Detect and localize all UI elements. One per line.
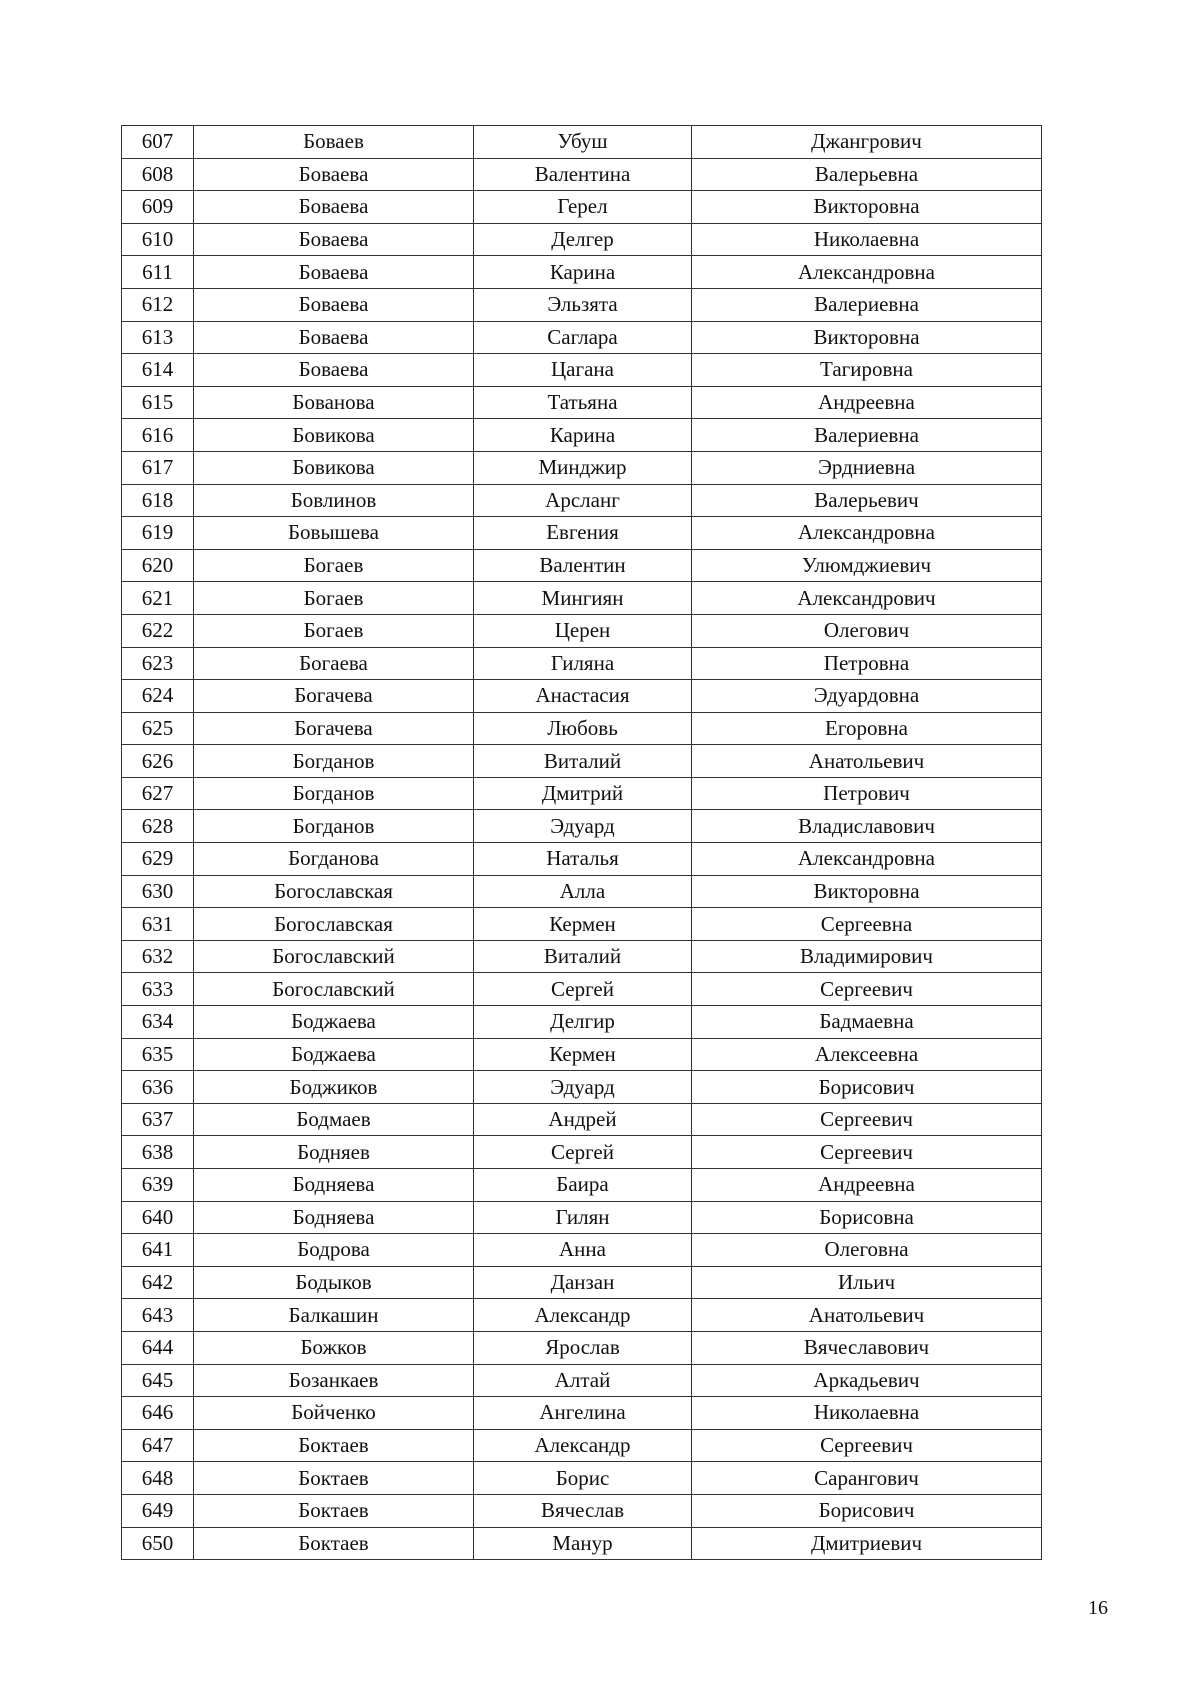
first-name-cell: Ангелина bbox=[474, 1397, 692, 1430]
table-row bbox=[122, 1234, 1042, 1267]
table-row bbox=[122, 1364, 1042, 1397]
last-name-cell: Богаева bbox=[194, 647, 474, 680]
last-name-cell: Бовлинов bbox=[194, 484, 474, 517]
last-name-cell: Бованова bbox=[194, 386, 474, 419]
last-name-cell: Боваев bbox=[194, 126, 474, 159]
last-name-cell: Бодняев bbox=[194, 1136, 474, 1169]
first-name-cell: Виталий bbox=[474, 940, 692, 973]
first-name-cell: Андрей bbox=[474, 1103, 692, 1136]
first-name-cell: Манур bbox=[474, 1527, 692, 1560]
patronymic-cell: Улюмджиевич bbox=[692, 549, 1042, 582]
table-row bbox=[122, 680, 1042, 713]
row-number-cell: 637 bbox=[122, 1103, 194, 1136]
patronymic-cell: Вячеславович bbox=[692, 1331, 1042, 1364]
first-name-cell: Эльзята bbox=[474, 288, 692, 321]
row-number-cell: 624 bbox=[122, 680, 194, 713]
last-name-cell: Боджаева bbox=[194, 1006, 474, 1039]
row-number-cell: 641 bbox=[122, 1234, 194, 1267]
first-name-cell: Любовь bbox=[474, 712, 692, 745]
patronymic-cell: Петрович bbox=[692, 777, 1042, 810]
patronymic-cell: Владиславович bbox=[692, 810, 1042, 843]
row-number-cell: 639 bbox=[122, 1169, 194, 1202]
row-number-cell: 609 bbox=[122, 191, 194, 224]
table-row bbox=[122, 647, 1042, 680]
first-name-cell: Борис bbox=[474, 1462, 692, 1495]
last-name-cell: Бовикова bbox=[194, 419, 474, 452]
page-number: 16 bbox=[1088, 1597, 1108, 1619]
table-row bbox=[122, 1331, 1042, 1364]
patronymic-cell: Алексеевна bbox=[692, 1038, 1042, 1071]
row-number-cell: 623 bbox=[122, 647, 194, 680]
last-name-cell: Божков bbox=[194, 1331, 474, 1364]
row-number-cell: 607 bbox=[122, 126, 194, 159]
last-name-cell: Богаев bbox=[194, 582, 474, 615]
row-number-cell: 634 bbox=[122, 1006, 194, 1039]
patronymic-cell: Борисович bbox=[692, 1071, 1042, 1104]
patronymic-cell: Викторовна bbox=[692, 321, 1042, 354]
roster-table-body bbox=[122, 126, 1042, 1560]
patronymic-cell: Дмитриевич bbox=[692, 1527, 1042, 1560]
first-name-cell: Гилян bbox=[474, 1201, 692, 1234]
table-row bbox=[122, 126, 1042, 159]
last-name-cell: Боваева bbox=[194, 321, 474, 354]
table-row bbox=[122, 1071, 1042, 1104]
table-row bbox=[122, 223, 1042, 256]
row-number-cell: 608 bbox=[122, 158, 194, 191]
table-row bbox=[122, 1462, 1042, 1495]
patronymic-cell: Эрдниевна bbox=[692, 451, 1042, 484]
roster-table bbox=[121, 125, 1042, 1560]
row-number-cell: 622 bbox=[122, 614, 194, 647]
last-name-cell: Бозанкаев bbox=[194, 1364, 474, 1397]
patronymic-cell: Сергеевич bbox=[692, 1103, 1042, 1136]
table-row bbox=[122, 908, 1042, 941]
patronymic-cell: Сергеевич bbox=[692, 1429, 1042, 1462]
table-row bbox=[122, 256, 1042, 289]
first-name-cell: Валентина bbox=[474, 158, 692, 191]
row-number-cell: 649 bbox=[122, 1494, 194, 1527]
row-number-cell: 644 bbox=[122, 1331, 194, 1364]
table-row bbox=[122, 1006, 1042, 1039]
last-name-cell: Бодняева bbox=[194, 1201, 474, 1234]
table-row bbox=[122, 1169, 1042, 1202]
last-name-cell: Боджаева bbox=[194, 1038, 474, 1071]
first-name-cell: Анна bbox=[474, 1234, 692, 1267]
table-row bbox=[122, 191, 1042, 224]
patronymic-cell: Олегович bbox=[692, 614, 1042, 647]
first-name-cell: Валентин bbox=[474, 549, 692, 582]
patronymic-cell: Валериевна bbox=[692, 419, 1042, 452]
first-name-cell: Арсланг bbox=[474, 484, 692, 517]
last-name-cell: Боктаев bbox=[194, 1527, 474, 1560]
last-name-cell: Богачева bbox=[194, 680, 474, 713]
last-name-cell: Богданова bbox=[194, 843, 474, 876]
patronymic-cell: Аркадьевич bbox=[692, 1364, 1042, 1397]
row-number-cell: 610 bbox=[122, 223, 194, 256]
row-number-cell: 614 bbox=[122, 354, 194, 387]
last-name-cell: Боваева bbox=[194, 158, 474, 191]
row-number-cell: 612 bbox=[122, 288, 194, 321]
patronymic-cell: Александровна bbox=[692, 517, 1042, 550]
patronymic-cell: Сарангович bbox=[692, 1462, 1042, 1495]
table-row bbox=[122, 1201, 1042, 1234]
last-name-cell: Богославская bbox=[194, 908, 474, 941]
row-number-cell: 635 bbox=[122, 1038, 194, 1071]
table-row bbox=[122, 484, 1042, 517]
first-name-cell: Татьяна bbox=[474, 386, 692, 419]
patronymic-cell: Александровна bbox=[692, 843, 1042, 876]
first-name-cell: Мингиян bbox=[474, 582, 692, 615]
row-number-cell: 617 bbox=[122, 451, 194, 484]
row-number-cell: 648 bbox=[122, 1462, 194, 1495]
first-name-cell: Ярослав bbox=[474, 1331, 692, 1364]
table-row bbox=[122, 321, 1042, 354]
table-row bbox=[122, 745, 1042, 778]
table-row bbox=[122, 517, 1042, 550]
last-name-cell: Бовышева bbox=[194, 517, 474, 550]
first-name-cell: Анастасия bbox=[474, 680, 692, 713]
patronymic-cell: Петровна bbox=[692, 647, 1042, 680]
row-number-cell: 626 bbox=[122, 745, 194, 778]
patronymic-cell: Анатольевич bbox=[692, 1299, 1042, 1332]
row-number-cell: 642 bbox=[122, 1266, 194, 1299]
patronymic-cell: Николаевна bbox=[692, 223, 1042, 256]
last-name-cell: Боваева bbox=[194, 223, 474, 256]
table-row bbox=[122, 1494, 1042, 1527]
first-name-cell: Алтай bbox=[474, 1364, 692, 1397]
row-number-cell: 633 bbox=[122, 973, 194, 1006]
table-row bbox=[122, 1136, 1042, 1169]
table-row bbox=[122, 712, 1042, 745]
table-row bbox=[122, 451, 1042, 484]
row-number-cell: 631 bbox=[122, 908, 194, 941]
patronymic-cell: Сергеевич bbox=[692, 1136, 1042, 1169]
patronymic-cell: Александровна bbox=[692, 256, 1042, 289]
last-name-cell: Бодыков bbox=[194, 1266, 474, 1299]
last-name-cell: Богаев bbox=[194, 549, 474, 582]
table-row bbox=[122, 940, 1042, 973]
patronymic-cell: Егоровна bbox=[692, 712, 1042, 745]
last-name-cell: Богачева bbox=[194, 712, 474, 745]
last-name-cell: Бодмаев bbox=[194, 1103, 474, 1136]
row-number-cell: 647 bbox=[122, 1429, 194, 1462]
table-row bbox=[122, 843, 1042, 876]
table-row bbox=[122, 158, 1042, 191]
last-name-cell: Боктаев bbox=[194, 1429, 474, 1462]
table-row bbox=[122, 288, 1042, 321]
row-number-cell: 636 bbox=[122, 1071, 194, 1104]
last-name-cell: Бодняева bbox=[194, 1169, 474, 1202]
patronymic-cell: Тагировна bbox=[692, 354, 1042, 387]
last-name-cell: Богославская bbox=[194, 875, 474, 908]
first-name-cell: Евгения bbox=[474, 517, 692, 550]
row-number-cell: 628 bbox=[122, 810, 194, 843]
first-name-cell: Цагана bbox=[474, 354, 692, 387]
first-name-cell: Александр bbox=[474, 1429, 692, 1462]
patronymic-cell: Ильич bbox=[692, 1266, 1042, 1299]
row-number-cell: 629 bbox=[122, 843, 194, 876]
first-name-cell: Баира bbox=[474, 1169, 692, 1202]
table-row bbox=[122, 777, 1042, 810]
patronymic-cell: Бадмаевна bbox=[692, 1006, 1042, 1039]
first-name-cell: Данзан bbox=[474, 1266, 692, 1299]
patronymic-cell: Сергеевич bbox=[692, 973, 1042, 1006]
table-row bbox=[122, 1397, 1042, 1430]
patronymic-cell: Борисовна bbox=[692, 1201, 1042, 1234]
patronymic-cell: Валерьевич bbox=[692, 484, 1042, 517]
patronymic-cell: Викторовна bbox=[692, 875, 1042, 908]
table-row bbox=[122, 1429, 1042, 1462]
patronymic-cell: Андреевна bbox=[692, 386, 1042, 419]
first-name-cell: Убуш bbox=[474, 126, 692, 159]
table-row bbox=[122, 1299, 1042, 1332]
last-name-cell: Боктаев bbox=[194, 1494, 474, 1527]
patronymic-cell: Владимирович bbox=[692, 940, 1042, 973]
table-row bbox=[122, 1038, 1042, 1071]
row-number-cell: 640 bbox=[122, 1201, 194, 1234]
last-name-cell: Богославский bbox=[194, 940, 474, 973]
last-name-cell: Богославский bbox=[194, 973, 474, 1006]
table-row bbox=[122, 973, 1042, 1006]
table-row bbox=[122, 1103, 1042, 1136]
row-number-cell: 645 bbox=[122, 1364, 194, 1397]
row-number-cell: 638 bbox=[122, 1136, 194, 1169]
patronymic-cell: Эдуардовна bbox=[692, 680, 1042, 713]
first-name-cell: Вячеслав bbox=[474, 1494, 692, 1527]
first-name-cell: Александр bbox=[474, 1299, 692, 1332]
first-name-cell: Минджир bbox=[474, 451, 692, 484]
patronymic-cell: Борисович bbox=[692, 1494, 1042, 1527]
patronymic-cell: Александрович bbox=[692, 582, 1042, 615]
last-name-cell: Боваева bbox=[194, 354, 474, 387]
first-name-cell: Саглара bbox=[474, 321, 692, 354]
last-name-cell: Богаев bbox=[194, 614, 474, 647]
first-name-cell: Церен bbox=[474, 614, 692, 647]
table-row bbox=[122, 549, 1042, 582]
patronymic-cell: Олеговна bbox=[692, 1234, 1042, 1267]
first-name-cell: Наталья bbox=[474, 843, 692, 876]
patronymic-cell: Николаевна bbox=[692, 1397, 1042, 1430]
first-name-cell: Кермен bbox=[474, 1038, 692, 1071]
row-number-cell: 621 bbox=[122, 582, 194, 615]
patronymic-cell: Джангрович bbox=[692, 126, 1042, 159]
table-row bbox=[122, 386, 1042, 419]
row-number-cell: 616 bbox=[122, 419, 194, 452]
table-row bbox=[122, 614, 1042, 647]
row-number-cell: 618 bbox=[122, 484, 194, 517]
last-name-cell: Богданов bbox=[194, 777, 474, 810]
last-name-cell: Бодрова bbox=[194, 1234, 474, 1267]
row-number-cell: 611 bbox=[122, 256, 194, 289]
patronymic-cell: Валерьевна bbox=[692, 158, 1042, 191]
last-name-cell: Бойченко bbox=[194, 1397, 474, 1430]
row-number-cell: 632 bbox=[122, 940, 194, 973]
table-row bbox=[122, 875, 1042, 908]
first-name-cell: Делгер bbox=[474, 223, 692, 256]
first-name-cell: Гиляна bbox=[474, 647, 692, 680]
row-number-cell: 625 bbox=[122, 712, 194, 745]
table-row bbox=[122, 354, 1042, 387]
patronymic-cell: Сергеевна bbox=[692, 908, 1042, 941]
table-row bbox=[122, 582, 1042, 615]
row-number-cell: 630 bbox=[122, 875, 194, 908]
last-name-cell: Богданов bbox=[194, 810, 474, 843]
last-name-cell: Балкашин bbox=[194, 1299, 474, 1332]
last-name-cell: Богданов bbox=[194, 745, 474, 778]
first-name-cell: Делгир bbox=[474, 1006, 692, 1039]
table-row bbox=[122, 1266, 1042, 1299]
last-name-cell: Боваева bbox=[194, 256, 474, 289]
patronymic-cell: Анатольевич bbox=[692, 745, 1042, 778]
table-row bbox=[122, 1527, 1042, 1560]
row-number-cell: 646 bbox=[122, 1397, 194, 1430]
first-name-cell: Виталий bbox=[474, 745, 692, 778]
first-name-cell: Сергей bbox=[474, 1136, 692, 1169]
last-name-cell: Боктаев bbox=[194, 1462, 474, 1495]
first-name-cell: Карина bbox=[474, 256, 692, 289]
first-name-cell: Кермен bbox=[474, 908, 692, 941]
first-name-cell: Дмитрий bbox=[474, 777, 692, 810]
row-number-cell: 643 bbox=[122, 1299, 194, 1332]
row-number-cell: 619 bbox=[122, 517, 194, 550]
last-name-cell: Боваева bbox=[194, 191, 474, 224]
row-number-cell: 613 bbox=[122, 321, 194, 354]
patronymic-cell: Андреевна bbox=[692, 1169, 1042, 1202]
row-number-cell: 650 bbox=[122, 1527, 194, 1560]
row-number-cell: 620 bbox=[122, 549, 194, 582]
first-name-cell: Эдуард bbox=[474, 1071, 692, 1104]
last-name-cell: Боваева bbox=[194, 288, 474, 321]
table-row bbox=[122, 419, 1042, 452]
first-name-cell: Герел bbox=[474, 191, 692, 224]
first-name-cell: Карина bbox=[474, 419, 692, 452]
first-name-cell: Алла bbox=[474, 875, 692, 908]
first-name-cell: Эдуард bbox=[474, 810, 692, 843]
row-number-cell: 627 bbox=[122, 777, 194, 810]
last-name-cell: Боджиков bbox=[194, 1071, 474, 1104]
first-name-cell: Сергей bbox=[474, 973, 692, 1006]
row-number-cell: 615 bbox=[122, 386, 194, 419]
patronymic-cell: Викторовна bbox=[692, 191, 1042, 224]
table-row bbox=[122, 810, 1042, 843]
last-name-cell: Бовикова bbox=[194, 451, 474, 484]
patronymic-cell: Валериевна bbox=[692, 288, 1042, 321]
